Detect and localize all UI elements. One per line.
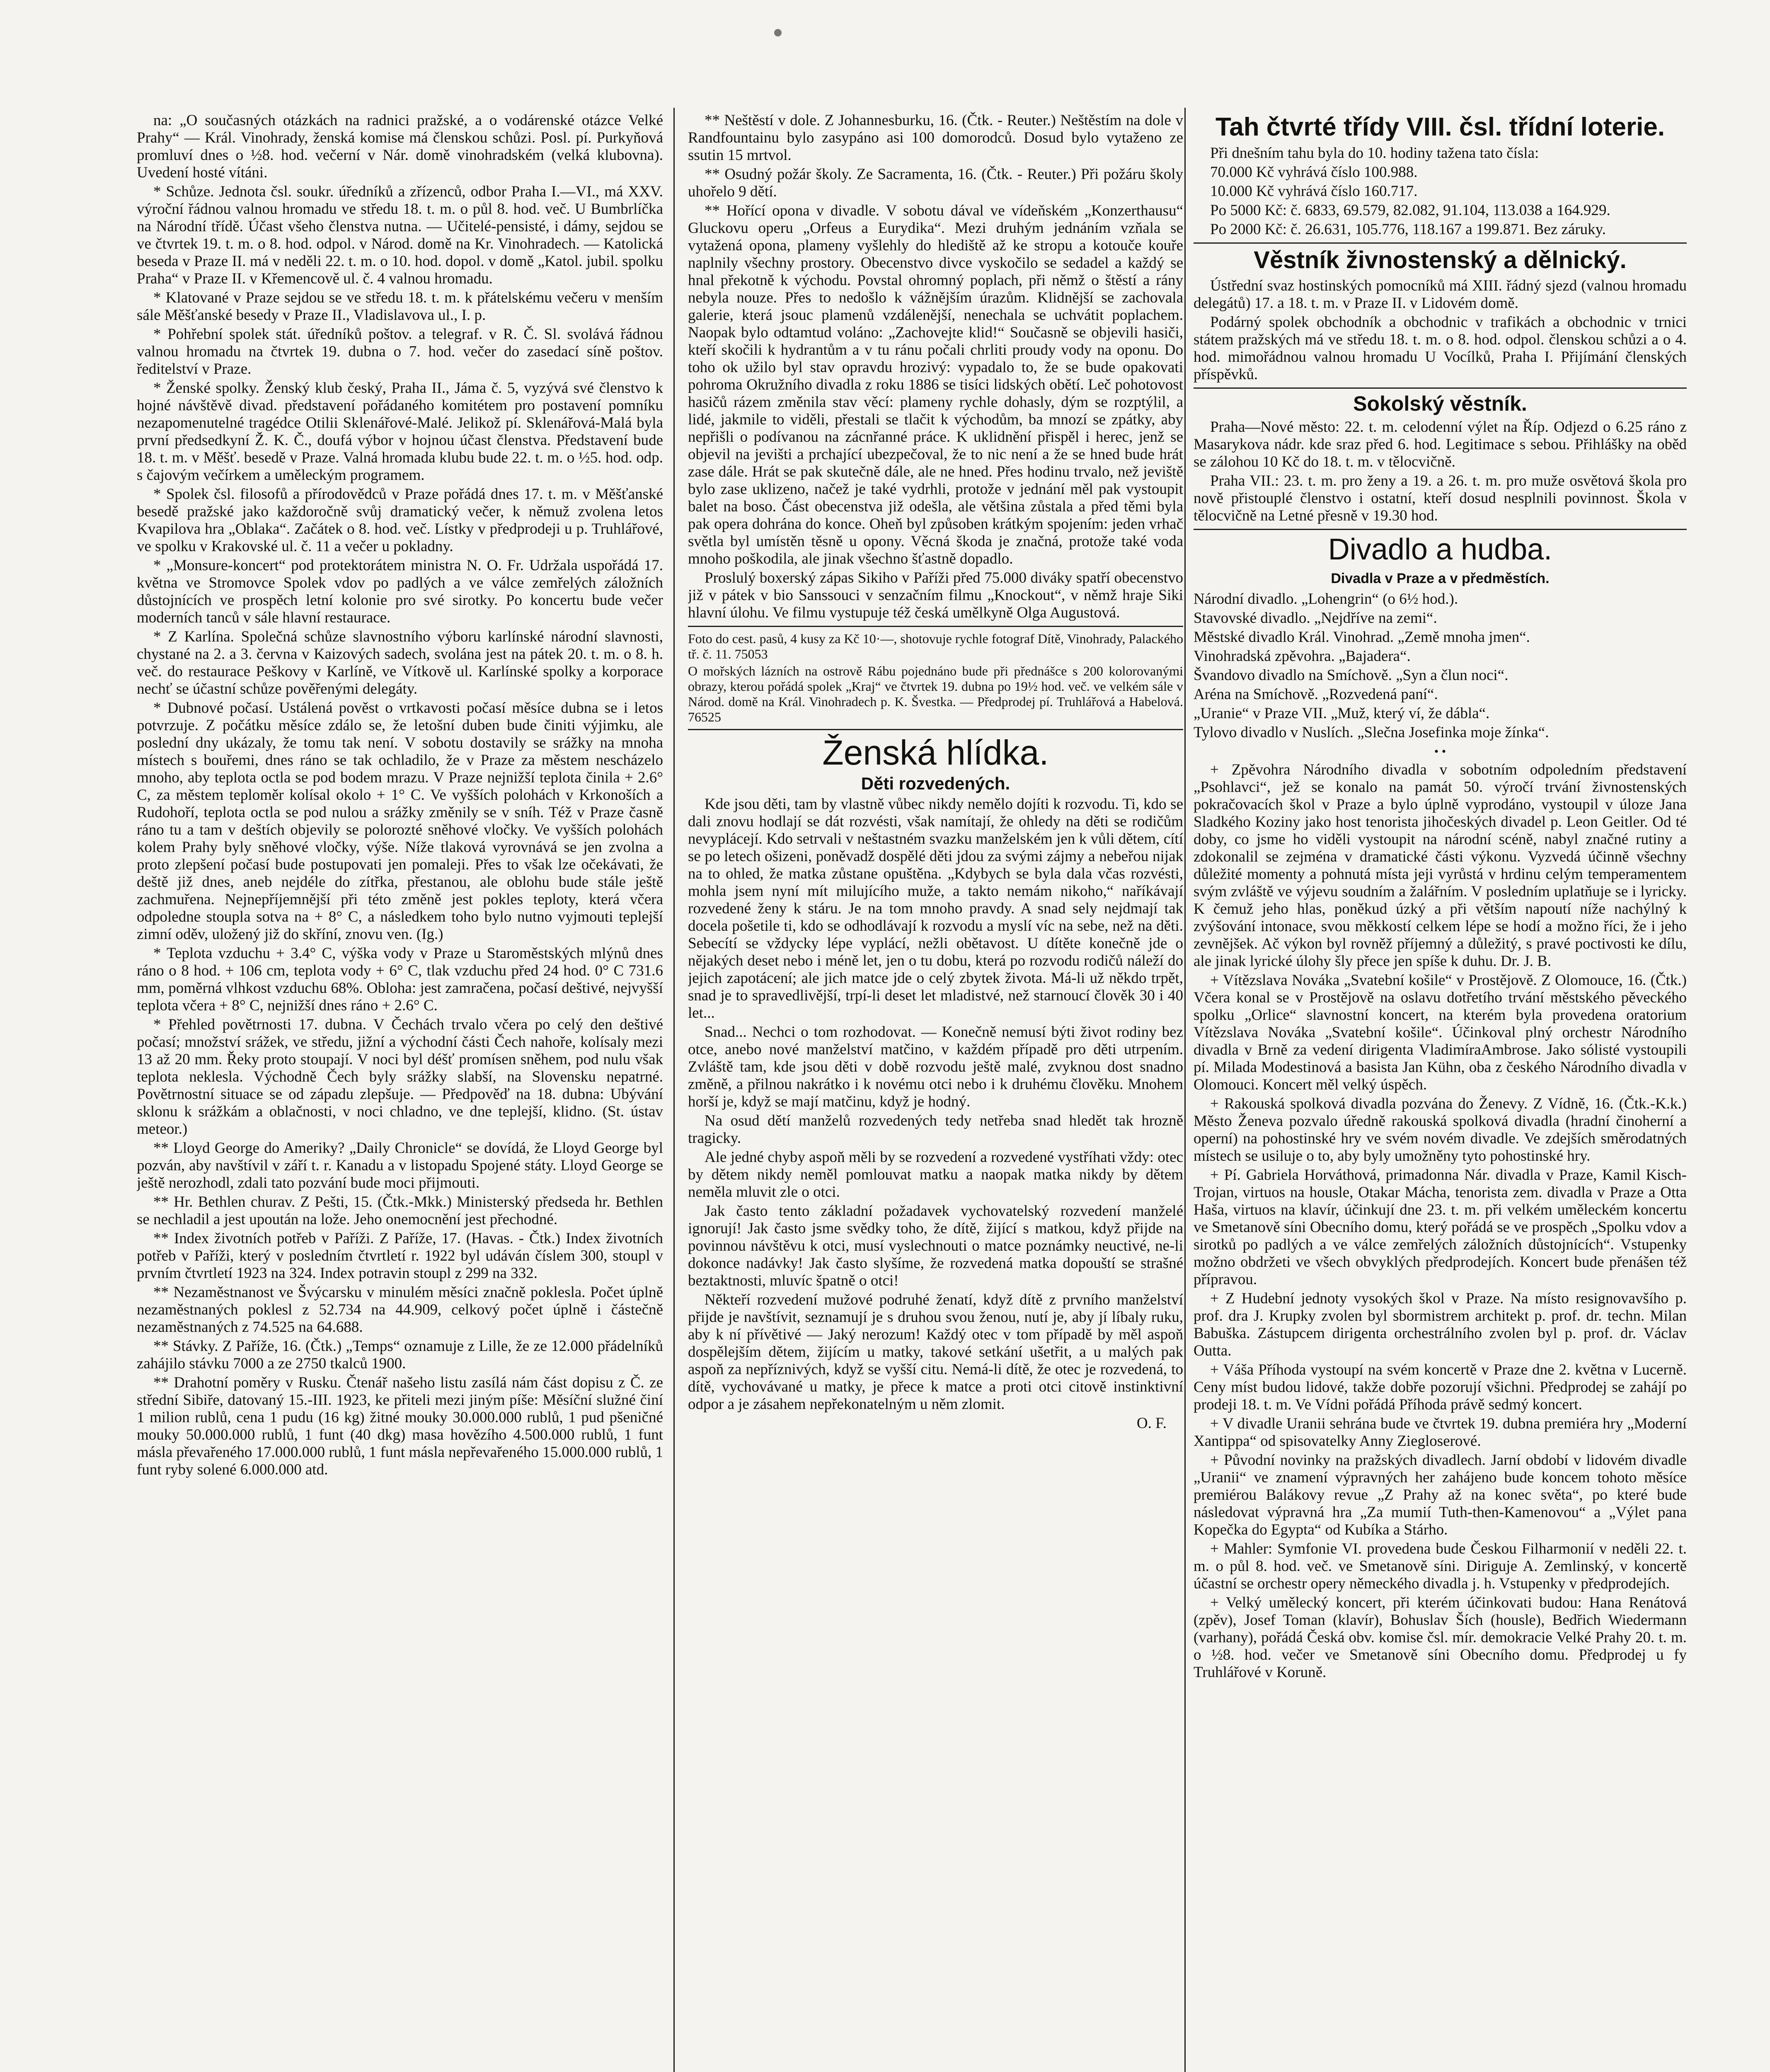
lottery-title: Tah čtvrté třídy VIII. čsl. třídní loterie. [1215, 113, 1665, 141]
news-item: Proslulý boxerský zápas Sikiho v Paříži před 75.000 diváky spatří obecenstvo již v pátek v bio Sanssouci v senzačním filmu „Knockout“, v němž hraje Siki hlavní úlohu. Ve filmu vystupuje též česká umělkyně Olga Augustová. [688, 569, 1183, 621]
divider [688, 626, 1183, 627]
article-signature: O. F. [1136, 1415, 1167, 1432]
middle-column [688, 112, 1183, 2072]
notice-item: Praha—Nové město: 22. t. m. celodenní výlet na Říp. Odjezd o 6.25 ráno z Masarykova nádr. kde sraz před 6. hod. Legitimace s sebou. Přihlášky na oběd se zálohou 10 Kč do 18. t. m. v tělocvičně. [1194, 419, 1687, 471]
culture-item: + Z Hudební jednoty vysokých škol v Praze. Na místo resignovavšího p. prof. dra J. Krupky zvolen byl sbormistrem architekt p. prof. dr. techn. Milan Babuška. Zástupcem dirigenta orchestrálního zvolen byl p. prof. dr. Václav Outta. [1194, 1290, 1687, 1360]
culture-item: + Rakouská spolková divadla pozvána do Ženevy. Z Vídně, 16. (Čtk.-K.k.) Město Ženeva pozvalo úředně rakouská spolková divadla (hradní činoherní a operní) na pohostinské hry ve svém novém divadle. Ve zdejších směrodatných místech se usiluje o to, aby byly umožněny tyto pohostinské hry. [1194, 1095, 1687, 1165]
sokol-title: Sokolský věstník. [1353, 392, 1527, 415]
theatre-listing-item: Národní divadlo. „Lohengrin“ (o 6½ hod.). [1194, 591, 1458, 608]
culture-item: + V divadle Uranii sehrána bude ve čtvrtek 19. dubna premiéra hry „Moderní Xantippa“ od spisovatelky Anny Ziegloserové. [1194, 1415, 1687, 1450]
advertisements [688, 631, 1183, 725]
article-paragraph: Snad... Nechci o tom rozhodovat. — Konečně nemusí býti život rodiny bez otce, anebo nové manželství matčino, v každém případě pro děti utrpením. Zvláště tam, kde jsou děti v době rozvodu ještě malé, zvyknou dost snadno změně, a přilnou nakrátko i k novému otci nebo i k druhému člověku. Mnohem horší je, když se mají matčinu, když je hodný. [688, 1024, 1183, 1111]
news-item: ** Lloyd George do Ameriky? „Daily Chronicle“ se dovídá, že Lloyd George byl pozván, aby navštívil v září t. r. Kanadu a v listopadu Spojené státy. Lloyd George se ještě nerozhodl, zdali tato pozvání bude moci přijmouti. [137, 1140, 663, 1191]
culture-item: + Pí. Gabriela Horváthová, primadonna Nár. divadla v Praze, Kamil Kisch-Trojan, virtuos na housle, Otakar Mácha, tenorista zem. divadla v Praze a Otta Haša, virtuos na klavír, účinkují dne 23. t. m. při velkém uměleckém koncertu ve Smetanově síni Obecního domu, který pořádá se ve prospěch „Spolku vdov a sirotků po padlých a ve válce zemřelých záložních důstojnících“. Vstupenky možno obdržeti ve všech obvyklých předprodejích. Koncert bude přenášen též přípravou. [1194, 1167, 1687, 1288]
vestnik-title: Věstník živnostenský a dělnický. [1254, 247, 1627, 274]
sokol-body [1194, 419, 1687, 525]
article-paragraph: Někteří rozvedení mužové podruhé ženatí, když dítě z prvního manželství přijde je navštívit, seznamují je s druhou svou ženou, nutí je, aby jí líbaly ruku, aby k ní přívětivé — Jaký nerozum! Každý otec v tom případě by měl aspoň dospělejším dětem, žijícím u matky, takové setkání ušetřit, a u malých pak aspoň za nepříznivých, když se vyšší citu. Nemá-li dítě, že otec je rozvedená, to dítě, vychovávané u matky, je přece k matce a proti otci citově instinktivní odpor a je zásahem nepřekonatelným u něm zlomit. [688, 1291, 1183, 1413]
column-rule-right [1184, 108, 1186, 2072]
theatre-listing-item: Městské divadlo Král. Vinohrad. „Země mnoha jmen“. [1194, 629, 1530, 646]
news-item: * Dubnové počasí. Ustálená pověst o vrtkavosti počasí měsíce dubna se i letos potvrzuje. Z počátku měsíce zdálo se, že letošní duben bude činiti výjimku, ale poslední dny ukázaly, že tomu tak není. V sobotu dostavily se srážky na mnoha místech s bouřemi, dnes ráno se tak ochladilo, že v Praze za městem nescházelo mnoho, aby teplota octla se pod bodem mrazu. V Praze nejnižší teplota činila + 2.6° C, za městem teploměr kolísal okolo + 1° C. Ve vyšších polohách v Krkonoších a Rudohoří, teplota octla se pod nulou a srážky změnily se v sníh. Též v Praze časně ráno tu a tam v deštích objevily se polorozté sněhové vločky. Ve vyšších polohách kolem Prahy byly sněhové vločky, výše. Níže tlaková vyrovnává se jen zvolna a proto zlepšení počasí bude postupovati jen pomaleji. Přes to však lze očekávati, že deště již dnes, aneb nejdéle do zítřka, přestanou, ale oblohu bude stále ještě zachmuřena. Nejnepříjemnější při této změně jest pokles teploty, která včera odpoledne stoupla sotva na + 8° C, a následkem toho bylo nutno vyjmouti teplejší zimní oděv, uložený již do skříní, znovu ven. (Ig.) [137, 700, 663, 943]
section-dots: • • [1434, 745, 1446, 759]
lottery-line: 70.000 Kč vyhrává číslo 100.988. [1210, 164, 1418, 181]
advertisement: O mořských lázních na ostrově Rábu pojednáno bude při přednášce s 200 kolorovanými obrazy, kterou pořádá spolek „Kraj“ ve čtvrtek 19. dubna po 19½ hod. več. ve velkém sále v Národ. domě na Král. Vinohradech p. K. Švestka. — Předprodej pí. Truhlářová a Habelová. 76525 [688, 663, 1183, 724]
theatre-listing-item: Tylovo divadlo v Nuslích. „Slečna Josefinka moje žínka“. [1194, 724, 1549, 741]
culture-item: + Vítězslava Nováka „Svatební košile“ v Prostějově. Z Olomouce, 16. (Čtk.) Včera konal se v Prostějově na oslavu dotřetího trvání městského pěveckého spolku „Orlice“ slavnostní koncert, na kterém byla provedena oratorium Vítězslava Nováka „Svatební košile“. Účinkoval plný orchestr Národního divadla v Brně za vedení dirigenta VladimíraAmbrose. Jako sólisté vystoupili pí. Milada Modestinová a basista Jan Kühn, oba z českého Národního divadla v Olomouci. Koncert měl velký úspěch. [1194, 972, 1687, 1094]
advertisement: Foto do cest. pasů, 4 kusy za Kč 10·—, shotovuje rychle fotograf Dítě, Vinohrady, Palackého tř. č. 11. 75053 [688, 631, 1183, 661]
news-item: * Klatované v Praze sejdou se ve středu 18. t. m. k přátelskému večeru v menším sále Měšťanské besedy v Praze II., Vladislavova ul., I. p. [137, 289, 663, 324]
culture-item: + Velký umělecký koncert, při kterém účinkovati budou: Hana Renátová (zpěv), Josef Toman (klavír), Bohuslav Ších (housle), Bedřich Wiedermann (varhany), pořádá Česká obv. komise čsl. mír. demokracie Velké Prahy 20. t. m. o ½8. hod. večer ve Smetanově síni Obecního domu. Předprodej u fy Truhlářové v Koruně. [1194, 1594, 1687, 1681]
culture-item: + Původní novinky na pražských divadlech. Jarní období v lidovém divadle „Uranii“ ve znamení výpravných her zahájeno bude koncem tohoto měsíce premiérou Balákovy revue „Z Prahy až na konec světa“, po které bude následovat výpravná hra „Za mumií Tuth-then-Kamenovou“ a „Výlet pana Kopečka do Egypta“ od Kubíka a Stárho. [1194, 1452, 1687, 1539]
news-item: * Pohřební spolek stát. úředníků poštov. a telegraf. v R. Č. Sl. svolává řádnou valnou hromadu na čtvrtek 19. dubna o 7. hod. večer do zasedací síně poštov. ředitelství v Praze. [137, 326, 663, 378]
article-paragraph: Ale jedné chyby aspoň měli by se rozvedení a rozvedené vystříhati vždy: otec by dětem nikdy neměl pomlouvat matku a naopak matka nikdy by dětem neměla mluvit zle o otci. [688, 1149, 1183, 1201]
news-item: ** Neštěstí v dole. Z Johannesburku, 16. (Čtk. - Reuter.) Neštěstím na dole v Randfountainu bylo zasypáno asi 100 domorodců. Dosud bylo vytaženo ze ssutin 15 mrtvol. [688, 112, 1183, 164]
lottery-body [1194, 145, 1687, 238]
news-item: * Přehled povětrnosti 17. dubna. V Čechách trvalo včera po celý den deštivé počasí; množství srážek, ve středu, jižní a východní části Čech nahoře, kolísaly mezi 13 až 20 mm. Řeky proto stoupají. V noci byl déšť promísen sněhem, pod nulu však teplota neklesla. Východně Čech byly srážky slabší, na Slovensku nepatrné. Povětrnostní situace se od západu zlepšuje. — Předpověď na 18. dubna: Ubývání sklonu k srážkám a oblačnosti, v noci chladno, ve dne teplejší, klidno. (St. ústav meteor.) [137, 1016, 663, 1138]
news-item: ** Index životních potřeb v Paříži. Z Paříže, 17. (Havas. - Čtk.) Index životních potřeb v Paříži, který v posledním čtvrtletí r. 1922 byl udáván číslem 300, stoupl v prvním čtvrtletí 1923 na 324. Index potravin stoupl z 299 na 332. [137, 1230, 663, 1282]
article-paragraph: Na osud dětí manželů rozvedených tedy netřeba snad hledět tak hrozně tragicky. [688, 1112, 1183, 1147]
news-item: * Teplota vzduchu + 3.4° C, výška vody v Praze u Staroměstských mlýnů dnes ráno o 8 hod. + 106 cm, teplota vody + 6° C, tlak vzduchu před 24 hod. 0° C 731.6 mm, poměrná vlhkost vzduchu 68%. Obloha: jest zamračena, počasí deštivé, nejvyšší teplota včera + 8° C, nejnižší dnes ráno + 2.6° C. [137, 945, 663, 1014]
culture-item: + Mahler: Symfonie VI. provedena bude Českou Filharmonií v neděli 22. t. m. o půl 8. hod. več. ve Smetanově síni. Diriguje A. Zemlinský, v koncertě účastní se orchestr opery německého divadla j. h. Vstupenky v předprodejích. [1194, 1540, 1687, 1593]
divider [688, 729, 1183, 730]
zenska-hlidka-title: Ženská hlídka. [822, 733, 1049, 772]
scan-dust-mark [774, 29, 782, 36]
theatre-listing-item: „Uranie“ v Praze VII. „Muž, který ví, že dábla“. [1194, 705, 1490, 722]
notice-item: Ústřední svaz hostinských pomocníků má XIII. řádný sjezd (valnou hromadu delegátů) 17. a 18. t. m. v Praze II. v Lidovém domě. [1194, 277, 1687, 312]
culture-item: + Zpěvohra Národního divadla v sobotním odpoledním představení „Psohlavci“, jež se konalo na památ 50. výročí trvání živnostenských pokračovacích škol v Praze a bylo úplně vyprodáno, vystoupil v úloze Jana Sladkého Koziny jako host tenorista jihočeských divadel p. Leon Geitler. Od té doby, co jsme ho viděli vystoupit na národní scéně, nabyl značné rutiny a zdokonalil se zejména v dramatické části výkonu. Vyzvedá účinně všechny důležité momenty a pohnutá místa jeji vyrůstá v hrdinu celým temperamentem svým zvláště ve výjevu soudním a žalářním. V posledním uplatňuje se i lyricky. K čemuž jeho hlas, poněkud úzký a při větším napoutí níže nachýlný k zvýšování intonace, svou měkkostí celkem lépe se hodí a možno říci, že i jeho zevnějšek. Ač výkon byl rovněž příjemný a důležitý, s pravé poctivosti ke dílu, ale jinak lyrické úlohy šly přece jen spíše k duhu. Dr. J. B. [1194, 761, 1687, 970]
news-item: * „Monsure-koncert“ pod protektorátem ministra N. O. Fr. Udržala uspořádá 17. května ve Stromovce Spolek vdov po padlých a ve válce zemřelých záložních důstojnících ve prospěch letní kolonie pro své sirotky. Po koncertu bude večer moderních tanců v sále hlavní restaurace. [137, 557, 663, 626]
news-item: ** Hořící opona v divadle. V sobotu dával ve vídeňském „Konzerthausu“ Gluckovu operu „Orfeus a Eurydika“. Mezi druhým jednáním vzňala se vytažená opona, plameny vyšlehly do hlediště až ke stropu a kotouče kouře naplnily všechny prostory. Obecenstvo divce vyskočilo se sedadel a každý se hnal překotně k východu. Povstal ohromný poplach, při němž o štěstí a rány nebyla nouze. Přes to nedošlo k vážnějším úrazům. Klidnější se zachovala galerie, která jsouc plamenů vzdálenější, nenechala se uchvátit poplachem. Naopak bylo odtamtud voláno: „Zachovejte klid!“ Současně se objevili hasiči, kteří skočili k hydrantům a v tu ránu počali chrliti proudy vody na oponu. Do toho ok užilo byl stav opravdu hrozivý: vypadalo to, že se bude opakovati pohroma Okružního divadla z roku 1886 se tisíci lidských obětí. Leč pohotovost hasičů rázem změnila stav věcí: plameny rychle dohasly, dým se rozptýlil, a lidé, jakmile to viděli, přestali se tlačit k východům, ba mnozí se zpátky, aby nepřišli o podívanou na zácnřanné práce. K uklidnění přispěl i herec, jenž se objevil na jevišti a prchající ubezpečoval, že to nic není a že se hned bude hrát zase dále. Hrát se pak skutečně dále, ale ne hned. Přes hodinu trvalo, než jeviště bylo zase uklizeno, načež je také vydrhli, protože v jednání měl pak vystoupit balet na boso. Část obecenstva již odešla, ale většina zůstala a před těmi byla pak opera dohrána do konce. Oheň byl způsoben krátkým spojením: jeden vrhač světla byl umístěn těsně u opony. Věcná škoda je značná, protože také voda mnoho poškodila, ale jinak všechno šťastně dopadlo. [688, 202, 1183, 567]
news-item: * Schůze. Jednota čsl. soukr. úředníků a zřízenců, odbor Praha I.—VI., má XXV. výroční řádnou valnou hromadu ve středu 18. t. m. o půl 8. hod. več. U Bumbrlíčka na Národní třídě. Účast všeho členstva nutna. — Učitelé-pensisté, i dámy, sejdou se ve čtvrtek 19. t. m. o 8. hod. odpol. v Národ. domě na Kr. Vinohradech. — Katolická beseda v Praze II. má v neděli 22. t. m. o 10. hod. dopol. v domě „Katol. jubil. spolku Praha“ v Praze II. v Křemencově ul. č. 4 valnou hromadu. [137, 183, 663, 287]
zenska-hlidka-body [688, 796, 1183, 1413]
lottery-line: Po 2000 Kč: č. 26.631, 105.776, 118.167 a 199.871. Bez záruky. [1210, 221, 1606, 238]
news-item: ** Hr. Bethlen churav. Z Pešti, 15. (Čtk.-Mkk.) Ministerský předseda hr. Bethlen se nechladil a jest upoután na lože. Jeho onemocnění jest přechodné. [137, 1193, 663, 1228]
culture-item: + Váša Příhoda vystoupí na svém koncertě v Praze dne 2. května v Lucerně. Ceny míst budou lidové, takže dobře pozorují všichni. Předprodej se zahájí po prodeji 18. t. m. Ve Vídni pořádá Příhoda právě sedmý koncert. [1194, 1361, 1687, 1414]
divadlo-title: Divadlo a hudba. [1328, 533, 1552, 566]
zenska-hlidka-subtitle: Děti rozvedených. [861, 774, 1010, 794]
column-rule-left [673, 108, 675, 2072]
divadlo-subtitle: Divadla v Praze a v předměstích. [1331, 571, 1550, 587]
news-item: ** Nezaměstnanost ve Švýcarsku v minulém měsíci značně poklesla. Počet úplně nezaměstnaných poklesl z 52.734 na 44.909, celkový počet úplně i částečně nezaměstnaných z 74.525 na 64.688. [137, 1284, 663, 1336]
vestnik-body [1194, 277, 1687, 383]
lottery-line: 10.000 Kč vyhrává číslo 160.717. [1210, 183, 1418, 200]
article-paragraph: Jak často tento základní požadavek vychovatelský rozvedení manželé ignorují! Jak často jsme svědky toho, že dítě, žijící s matkou, když přijde na povinnou návštěvu k otci, musí vyslechnouti o matce poznámky neuctivé, ne-li dokonce nadávky! Jak často slyšíme, že rozvedená matka dopouští se strašné beztaktnosti, mluvíc špatně o otci! [688, 1203, 1183, 1290]
notice-item: Podárný spolek obchodník a obchodnic v trafikách a obchodnic v trnici státem pražských má ve středu 18. t. m. o 8. hod. odpol. členskou schůzi a o 4. hod. mimořádnou valnou hromadu U Vocílků, Praha I. Přijímání členských příspěvků. [1194, 313, 1687, 383]
news-item: ** Drahotní poměry v Rusku. Čtenář našeho listu zasílá nám část dopisu z Č. ze střední Sibiře, datovaný 15.-III. 1923, ke přiteli mezi jiným píše: Měsíční služné činí 1 milion rublů, cena 1 pudu (16 kg) žitné mouky 30.000.000 rublů, 1 pud pšeničné mouky 50.000.000 rublů, 1 funt (40 dkg) masa hovězího 4.500.000 rublů, 1 funt másla převařeného 17.000.000 rublů, 1 funt másla nepřevařeného 15.000.000 rublů, 1 funt ryby solené 6.000.000 atd. [137, 1374, 663, 1478]
notice-item: Praha VII.: 23. t. m. pro ženy a 19. a 26. t. m. pro muže osvětová škola pro nově přistouplé členstvo i ostatní, kteří dosud nesplnili povinnost. Škola v tělocvičně na Letné přesně v 19.30 hod. [1194, 472, 1687, 525]
news-item: ** Osudný požár školy. Ze Sacramenta, 16. (Čtk. - Reuter.) Při požáru školy uhořelo 9 dětí. [688, 166, 1183, 200]
news-item: * Z Karlína. Společná schůze slavnostního výboru karlínské národní slavnosti, chystané na 2. a 3. června v Kaizových sadech, svolána jest na pátek 20. t. m. o 8. h. več. do restaurace Peškovy v Karlíně, ve Vítkově ul. Karlínské spolky a korporace nechť se účastní schůze pověřenými delegáty. [137, 628, 663, 697]
theatre-listing-item: Aréna na Smíchově. „Rozvedená paní“. [1194, 686, 1438, 703]
news-item: * Ženské spolky. Ženský klub český, Praha II., Jáma č. 5, vyzývá své členstvo k hojné návštěvě divad. představení pořádaného komitétem pro postavení pomníku nezapomenutelné tragédce Otilii Sklenářové-Malé. Jelikož pí. Sklenářová-Malá byla první předsedkyní Ž. K. Č., doufá výbor v hojnou účast členstva. Představení bude 18. t. m. v Měšť. besedě v Praze. Valná hromada klubu bude 22. t. m. o ½5. hod. odp. s čajovým večírkem a uměleckým programem. [137, 380, 663, 484]
lottery-line: Po 5000 Kč: č. 6833, 69.579, 82.082, 91.104, 113.038 a 164.929. [1210, 202, 1610, 219]
theatre-listing-item: Švandovo divadlo na Smíchově. „Syn a člun noci“. [1194, 667, 1508, 684]
news-item: na: „O současných otázkách na radnici pražské, a o vodárenské otázce Velké Prahy“ — Král. Vinohrady, ženská komise má členskou schůzi. Posl. pí. Purkyňová promluví dnes o ½8. hod. večerní v Nár. domě vinohradském (velká klubovna). Uvedení hosté vítáni. [137, 112, 663, 181]
right-column [1194, 112, 1687, 2072]
divider [1194, 242, 1687, 244]
divider [1194, 387, 1687, 389]
theatre-listing-item: Vinohradská zpěvohra. „Bajadera“. [1194, 648, 1411, 665]
lottery-line: Při dnešním tahu byla do 10. hodiny tažena tato čísla: [1210, 145, 1539, 162]
theatre-listing [1194, 591, 1687, 741]
article-paragraph: Kde jsou děti, tam by vlastně vůbec nikdy nemělo dojíti k rozvodu. Ti, kdo se dali znovu hodlají se dát rozvésti, však namítají, že ohledy na děti se rodičům nevyplácejí. Kdo setrvali v neštastném svazku manželském jen k vůli dětem, cítí se po letech ošizeni, poněvadž dospělé děti jdou za svými zájmy a nebeřou nijak na to ohled, že matka zůstane opuštěna. „Kdybych se byla dala včas rozvésti, mohla jsem nyní mít milujícího muže, a takto nemám nikoho,“ naříkávají rozvedené ženy k stáru. Je na tom mnoho pravdy. A snad sely nejdmají tak docela pošetile ti, kdo se odhodlávají k rozvodu a myslí víc na sebe, než na děti. Sebecítí se vždycky lépe vyplácí, nežli obětavost. U dítěte konečně jde o nějakých deset nebo i méně let, jen o tu dobu, která po rozvodu rodičů náleží do jejich zapotácení; ale jich matce jde o celý zbytek života. Má-li už někdo trpět, snad je to spravedlivější, trpí-li deset let mladistvé, než starnoucí člověk 30 i 40 let... [688, 796, 1183, 1022]
theatre-listing-item: Stavovské divadlo. „Nejdříve na zemi“. [1194, 610, 1437, 627]
divadlo-body [1194, 761, 1687, 1681]
news-item: * Spolek čsl. filosofů a přírodovědců v Praze pořádá dnes 17. t. m. v Měšťanské besedě pražské jako každoročně svůj dramatický večer, k němuž zvolena letos Kvapilova hra „Oblaka“. Začátek o 8. hod. več. Lístky v předprodeji u p. Truhlářové, ve spolku v Krakovské ul. č. 11 a večer u pokladny. [137, 486, 663, 555]
news-item: ** Stávky. Z Paříže, 16. (Čtk.) „Temps“ oznamuje z Lille, že ze 12.000 přádelníků zahájilo stávku 7000 a ze 2750 tkalců 1900. [137, 1338, 663, 1372]
divider [1194, 529, 1687, 530]
left-column [137, 112, 663, 2072]
news-items [688, 112, 1183, 622]
